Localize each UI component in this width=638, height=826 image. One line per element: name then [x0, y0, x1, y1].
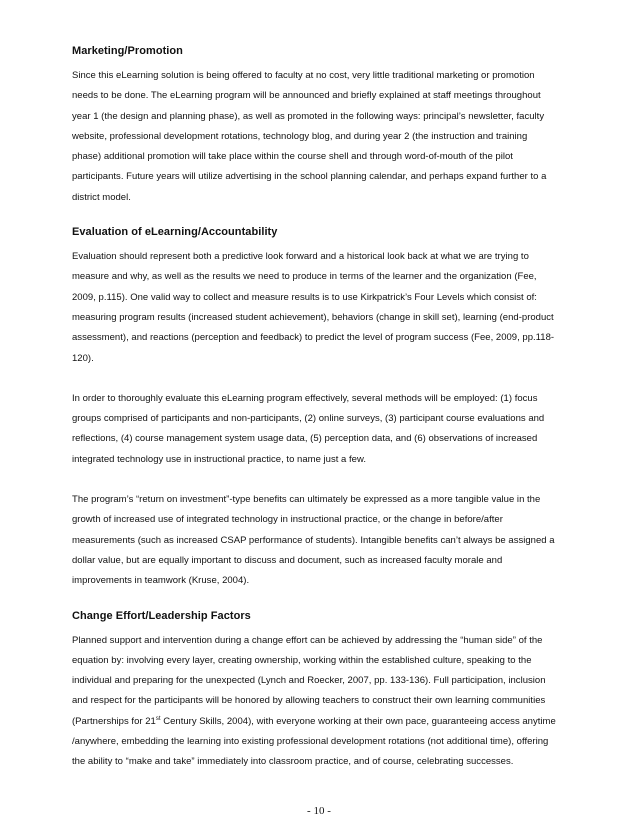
ordinal-superscript: st: [155, 715, 161, 722]
paragraph-evaluation-roi: The program’s “return on investment”-type benefits can ultimately be expressed as a more tangible value in the growth of increased use of integrated technology in instructional practice, or the change in before/after measurements (such as increased CSAP performance of students). Intangible benefits can’t always be assigned a dollar value, but are equally important to discuss and document, such as increased faculty morale and improvements in teamwork (Kruse, 2004).: [72, 494, 555, 587]
page-content: [72, 44, 558, 773]
heading-evaluation-accountability: Evaluation of eLearning/Accountability: [72, 226, 278, 239]
heading-marketing-promotion: Marketing/Promotion: [72, 45, 183, 57]
paragraph-evaluation-methods: In order to thoroughly evaluate this eLearning program effectively, several methods will be employed: (1) focus groups comprised of participants and non-participants, (2) online surveys, (3) participant course evaluations and reflections, (4) course management system usage data, (5) perception data, and (6) observations of increased integrated technology use in instructional practice, to name just a few.: [72, 392, 545, 465]
page-number: - 10 -: [307, 805, 331, 817]
paragraph-change-effort: [72, 631, 558, 773]
paragraph-change-effort-part-1: Planned support and intervention during a change effort can be achieved by addressing the “human side” of the equation by: involving every layer, creating ownership, working within the established culture, speaking to the individual and preparing for the unexpected (Lynch and Roecker, 2007, pp. 133-136). Full participation, inclusion and respect for the participants will be honored by allowing teachers to construct their own learning communities (Partnerships for 21: [72, 634, 546, 727]
paragraph-evaluation-intro: Evaluation should represent both a predictive look forward and a historical look back at what we are trying to measure and why, as well as the results we need to produce in terms of the learner and the organization (Fee, 2009, p.115). One valid way to collect and measure results is to use Kirkpatrick’s Four Levels which consist of: measuring program results (increased student achievement), behaviors (change in skill set), learning (end-product assessment), and reactions (perception and feedback) to predict the level of program success (Fee, 2009, pp.118-120).: [72, 251, 555, 364]
heading-change-effort-leadership: Change Effort/Leadership Factors: [72, 609, 251, 622]
paragraph-change-effort-part-2: Century Skills, 2004), with everyone working at their own pace, guaranteeing access anytime /anywhere, embedding the learning into existing professional development rotations (not additional time), offering the ability to “make and take” immediately into classroom practice, and of course, celebrating successes.: [72, 715, 556, 768]
paragraph-marketing-promotion: Since this eLearning solution is being offered to faculty at no cost, very little traditional marketing or promotion needs to be done. The eLearning program will be announced and briefly explained at staff meetings throughout year 1 (the design and planning phase), as well as promoted in the following ways: principal’s newsletter, faculty website, professional development rotations, technology blog, and during year 2 (the instruction and training phase) additional promotion will take place within the course shell and through word-of-mouth of the pilot participants. Future years will utilize advertising in the school planning calendar, and perhaps expand further to a district model.: [72, 70, 547, 203]
